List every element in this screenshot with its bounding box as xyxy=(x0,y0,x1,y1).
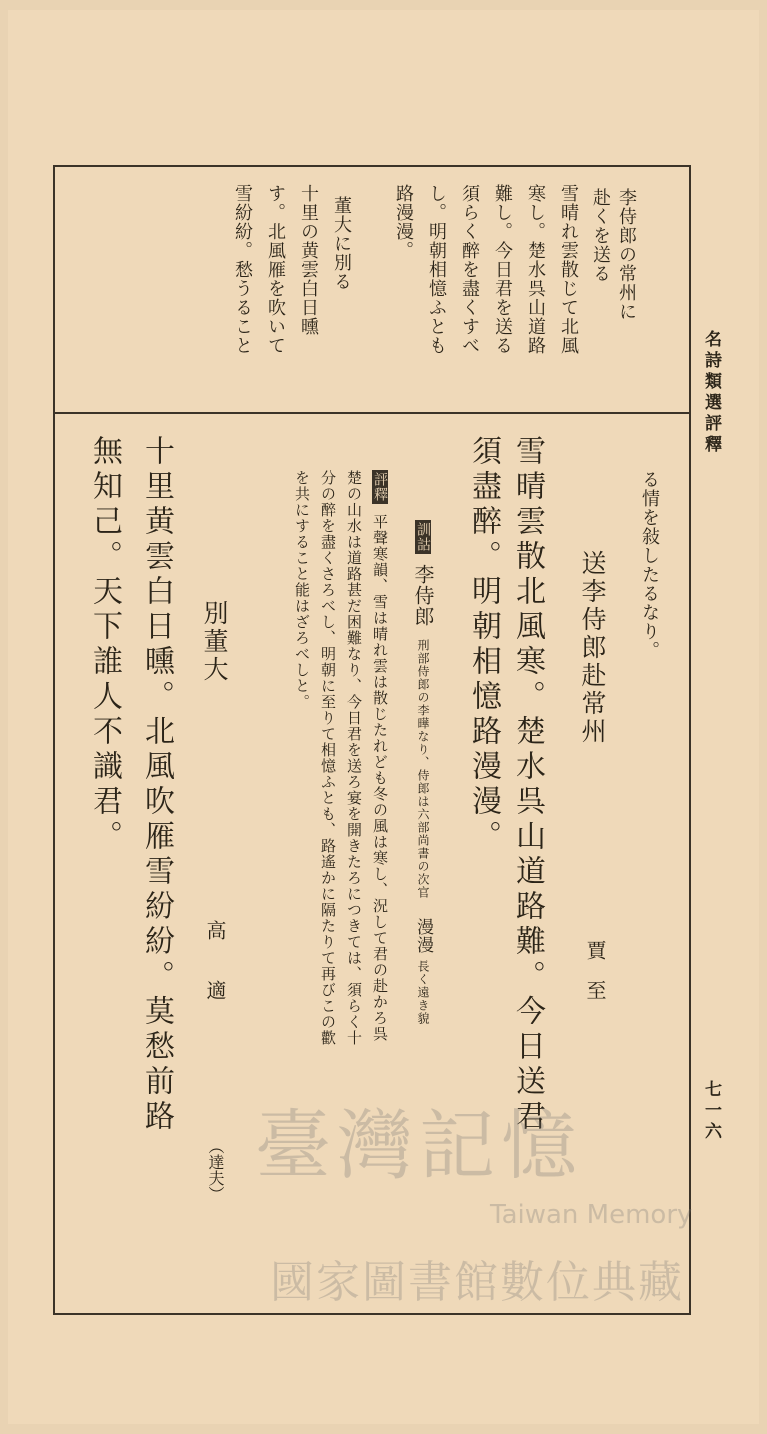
watermark-subtitle: 國家圖書館數位典藏 xyxy=(270,1257,684,1308)
watermark-latin: Taiwan Memory xyxy=(490,1200,693,1230)
commentary-line: 分の醉を盡くさろべし、明朝に至りて相憶ふとも、路遙かに隔たりて再びこの歡 xyxy=(319,470,337,1046)
poem2-line: 十里黄雲白日曛。北風吹雁雪紛紛。莫愁前路 xyxy=(139,435,174,1135)
gloss-note: 長く遠き貌 xyxy=(416,960,430,1026)
note-line: 赴くを送る xyxy=(590,188,611,283)
note-line: 李侍郎の常州に xyxy=(616,188,637,321)
commentary-line: 楚の山水は道路甚だ困難なり、今日君を送ろ宴を開きたろにつきては、須らく十 xyxy=(345,470,363,1046)
commentary-label: 評釋 xyxy=(372,472,388,502)
commentary-line xyxy=(372,470,388,1042)
book-title: 名詩類選評釋 xyxy=(701,330,721,456)
poem1-line: 須盡醉。明朝相憶路漫漫。 xyxy=(466,435,501,855)
note-line: 雪紛紛。愁うること xyxy=(232,184,253,355)
note-line: し。明朝相憶ふとも xyxy=(426,184,447,355)
frame-divider xyxy=(53,412,691,414)
previous-ending: る情を敍したるなり。 xyxy=(639,470,660,660)
commentary-line: を共にすること能はざろべしと。 xyxy=(293,470,311,710)
poem2-author-alt: （達夫） xyxy=(206,1138,225,1202)
commentary-text: 平聲寒韻、雪は晴れ雲は散じたれども冬の風は寒し、況して君の赴かろ呉 xyxy=(371,513,389,1042)
note-line: 路漫漫。 xyxy=(393,184,414,260)
gloss-block xyxy=(413,520,433,1025)
poem1-title: 送李侍郎赴常州 xyxy=(578,550,607,746)
gloss-label: 訓詁 xyxy=(415,522,431,552)
watermark-logo: 臺灣記憶 xyxy=(255,1101,583,1190)
gloss-note: 刑部侍郎の李曄なり、侍郎は六部尚書の次官 xyxy=(416,638,430,899)
note-line: 雪晴れ雲散じて北風 xyxy=(558,184,579,355)
note-line: 十里の黄雲白日曛 xyxy=(298,184,319,336)
poem2-author: 高 適 xyxy=(203,920,227,1000)
poem2-title: 別董大 xyxy=(200,600,229,684)
poem1-author: 賈 至 xyxy=(583,940,607,1000)
note-line: 難し。今日君を送る xyxy=(492,184,513,355)
poem2-line: 無知己。天下誰人不識君。 xyxy=(87,435,122,855)
page-number: 七一六 xyxy=(701,1080,721,1143)
note-line: す。北風雁を吹いて xyxy=(265,184,286,355)
note-line: 須らく醉を盡くすべ xyxy=(459,184,480,355)
poem1-line: 雪晴雲散北風寒。楚水呉山道路難。今日送君 xyxy=(510,435,545,1135)
gloss-term: 漫漫 xyxy=(413,918,433,955)
note-line: 董大に別る xyxy=(331,196,352,291)
gloss-term: 李侍郎 xyxy=(411,563,435,627)
note-line: 寒し。楚水呉山道路 xyxy=(525,184,546,355)
